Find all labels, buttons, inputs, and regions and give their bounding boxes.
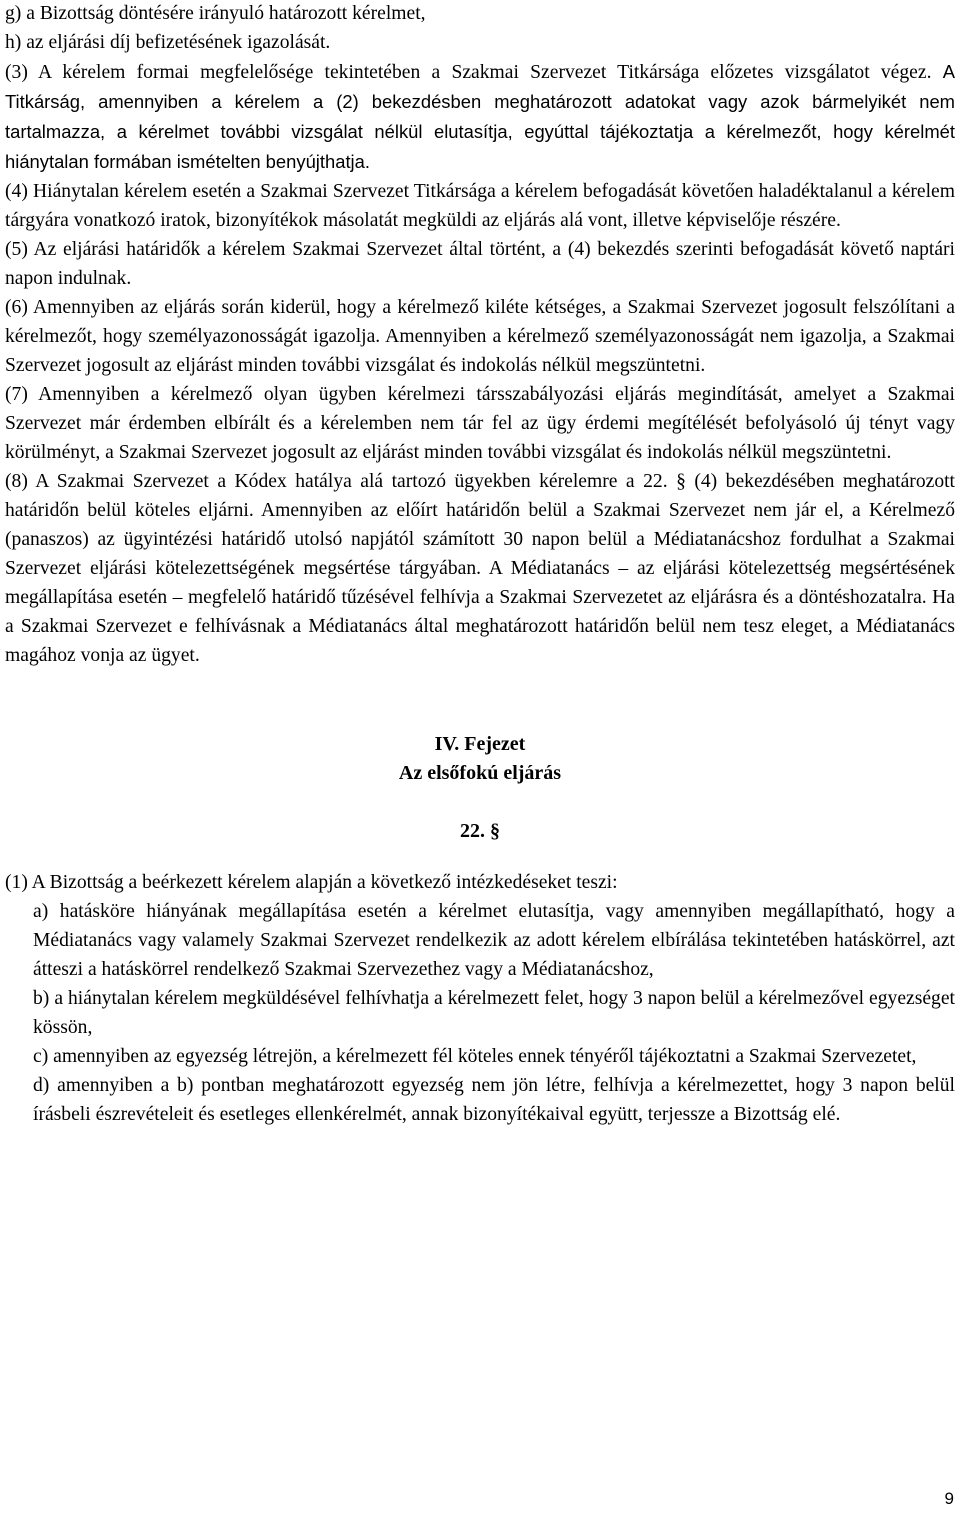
paragraph-3-sentence-1: (3) A kérelem formai megfelelősége tekintetében a Szakmai Szervezet Titkársága előzetes vizsgálatot végez. xyxy=(5,62,943,83)
section-22-item-b: b) a hiánytalan kérelem megküldésével felhívhatja a kérelmezett felet, hogy 3 napon belül a kérelmezővel egyezséget kössön, xyxy=(33,988,955,1038)
chapter-number-heading: IV. Fejezet xyxy=(434,733,526,755)
document-body xyxy=(5,0,955,1129)
section-22-item-d: d) amennyiben a b) pontban meghatározott egyezség nem jön létre, felhívja a kérelmezettet, hogy 3 napon belül írásbeli észrevételeit és esetleges ellenkérelmét, annak bizonyítékaival együtt, terjessze a Bizottság elé. xyxy=(33,1075,955,1125)
section-number-heading: 22. § xyxy=(460,820,500,842)
section-22-item-c: c) amennyiben az egyezség létrejön, a kérelmezett fél köteles ennek tényéről tájékoztatni a Szakmai Szervezetet, xyxy=(33,1046,917,1067)
paragraph-6: (6) Amennyiben az eljárás során kiderül, hogy a kérelmező kiléte kétséges, a Szakmai Szervezet jogosult felszólítani a kérelmezőt, hogy személyazonosságát igazolja. Amennyiben a kérelmező személyazonosságát nem igazolja, a Szakmai Szervezet jogosult az eljárást minden további vizsgálat és indokolás nélkül megszüntetni. xyxy=(5,297,955,376)
paragraph-5: (5) Az eljárási határidők a kérelem Szakmai Szervezet által történt, a (4) bekezdés szerinti befogadását követő naptári napon indulnak. xyxy=(5,239,955,289)
page-number: 9 xyxy=(944,1489,954,1508)
chapter-title-heading: Az elsőfokú eljárás xyxy=(398,762,562,784)
paragraph-4: (4) Hiánytalan kérelem esetén a Szakmai Szervezet Titkársága a kérelem befogadását követően haladéktalanul a kérelem tárgyára vonatkozó iratok, bizonyítékok másolatát megküldi az eljárás alá vont, illetve képviselője részére. xyxy=(5,181,955,231)
paragraph-3-sentence-2: A Titkárság, amennyiben a kérelem a (2) bekezdésben meghatározott adatokat vagy azok bármelyikét nem tartalmazza, a kérelmet további vizsgálat nélkül elutasítja, egyúttal tájékoztatja a kérelmezőt, hogy kérelmét hiánytalan formában ismételten benyújthatja. xyxy=(5,61,955,172)
paragraph-8: (8) A Szakmai Szervezet a Kódex hatálya alá tartozó ügyekben kérelemre a 22. § (4) bekezdésében meghatározott határidőn belül köteles eljárni. Amennyiben az előírt határidőn belül a Szakmai Szervezet nem jár el, a Kérelmező (panaszos) az ügyintézési határidő utolsó napjától számított 30 napon belül a Médiatanácshoz fordulhat a Szakmai Szervezet eljárási kötelezettségének megsértése tárgyában. A Médiatanács – az eljárási kötelezettség megsértésének megállapítása esetén – megfelelő határidő tűzésével felhívja a Szakmai Szervezetet az eljárásra és a döntéshozatalra. Ha a Szakmai Szervezet e felhívásnak a Médiatanács által meghatározott határidőn belül nem tesz eleget, a Médiatanács magához vonja az ügyet. xyxy=(5,471,955,666)
section-22-item-a: a) hatásköre hiányának megállapítása esetén a kérelmet elutasítja, vagy amennyiben megállapítható, hogy a Médiatanács vagy valamely Szakmai Szervezet rendelkezik az adott kérelem elbírálása tekintetében hatáskörrel, azt átteszi a hatáskörrel rendelkező Szakmai Szervezethez vagy a Médiatanácshoz, xyxy=(33,901,955,980)
section-22-intro: (1) A Bizottság a beérkezett kérelem alapján a következő intézkedéseket teszi: xyxy=(5,872,618,893)
paragraph-item-g: g) a Bizottság döntésére irányuló határozott kérelmet, xyxy=(5,3,426,24)
paragraph-3 xyxy=(5,57,955,177)
paragraph-item-h: h) az eljárási díj befizetésének igazolását. xyxy=(5,32,331,53)
paragraph-7: (7) Amennyiben a kérelmező olyan ügyben kérelmezi társszabályozási eljárás megindítását, amelyet a Szakmai Szervezet már érdemben elbírált és a kérelemben nem tár fel az ügy érdemi megítélését befolyásoló új tényt vagy körülményt, a Szakmai Szervezet jogosult az eljárást minden további vizsgálat és indokolás nélkül megszüntetni. xyxy=(5,384,955,463)
